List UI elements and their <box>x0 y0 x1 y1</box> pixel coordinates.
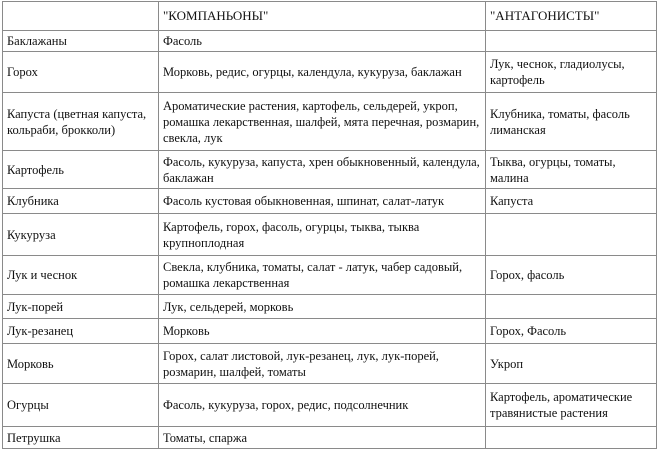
antagonists-cell <box>486 427 657 449</box>
header-companions: "КОМПАНЬОНЫ" <box>159 2 486 31</box>
plant-cell: Баклажаны <box>3 31 159 52</box>
companions-cell: Морковь, редис, огурцы, календула, кукуруза, баклажан <box>159 52 486 93</box>
table-row <box>3 344 657 384</box>
table-row <box>3 295 657 319</box>
header-antagonists: "АНТАГОНИСТЫ" <box>486 2 657 31</box>
companions-cell: Горох, салат листовой, лук-резанец, лук, лук-порей, розмарин, шалфей, томаты <box>159 344 486 384</box>
companions-cell: Фасоль, кукуруза, капуста, хрен обыкновенный, календула, баклажан <box>159 151 486 189</box>
header-plant <box>3 2 159 31</box>
table-row <box>3 52 657 93</box>
companions-cell: Фасоль <box>159 31 486 52</box>
companions-cell: Картофель, горох, фасоль, огурцы, тыква, тыква крупноплодная <box>159 214 486 256</box>
companions-cell: Фасоль, кукуруза, горох, редис, подсолнечник <box>159 384 486 427</box>
companions-cell: Томаты, спаржа <box>159 427 486 449</box>
plant-cell: Горох <box>3 52 159 93</box>
table-row <box>3 151 657 189</box>
table-row <box>3 427 657 449</box>
antagonists-cell: Тыква, огурцы, томаты, малина <box>486 151 657 189</box>
antagonists-cell: Укроп <box>486 344 657 384</box>
companions-cell: Свекла, клубника, томаты, салат - латук, чабер садовый, ромашка лекарственная <box>159 256 486 295</box>
plant-cell: Лук-порей <box>3 295 159 319</box>
companions-cell: Лук, сельдерей, морковь <box>159 295 486 319</box>
antagonists-cell: Картофель, ароматические травянистые растения <box>486 384 657 427</box>
companions-cell: Морковь <box>159 319 486 344</box>
antagonists-cell: Горох, Фасоль <box>486 319 657 344</box>
plant-cell: Картофель <box>3 151 159 189</box>
header-row <box>3 2 657 31</box>
plant-cell: Петрушка <box>3 427 159 449</box>
plant-cell: Морковь <box>3 344 159 384</box>
companions-cell: Фасоль кустовая обыкновенная, шпинат, салат-латук <box>159 189 486 214</box>
plant-cell: Огурцы <box>3 384 159 427</box>
plant-cell: Кукуруза <box>3 214 159 256</box>
table-row <box>3 256 657 295</box>
table-row <box>3 93 657 151</box>
antagonists-cell: Горох, фасоль <box>486 256 657 295</box>
plant-cell: Лук и чеснок <box>3 256 159 295</box>
table-row <box>3 214 657 256</box>
companions-cell: Ароматические растения, картофель, сельдерей, укроп, ромашка лекарственная, шалфей, мята перечная, розмарин, свекла, лук <box>159 93 486 151</box>
plant-cell: Лук-резанец <box>3 319 159 344</box>
table-row <box>3 384 657 427</box>
antagonists-cell: Лук, чеснок, гладиолусы, картофель <box>486 52 657 93</box>
table-row <box>3 189 657 214</box>
antagonists-cell: Клубника, томаты, фасоль лиманская <box>486 93 657 151</box>
antagonists-cell <box>486 214 657 256</box>
antagonists-cell <box>486 295 657 319</box>
plant-cell: Клубника <box>3 189 159 214</box>
antagonists-cell: Капуста <box>486 189 657 214</box>
table-row <box>3 31 657 52</box>
plant-cell: Капуста (цветная капуста, кольраби, брокколи) <box>3 93 159 151</box>
table-row <box>3 319 657 344</box>
antagonists-cell <box>486 31 657 52</box>
companion-planting-table <box>2 1 657 449</box>
